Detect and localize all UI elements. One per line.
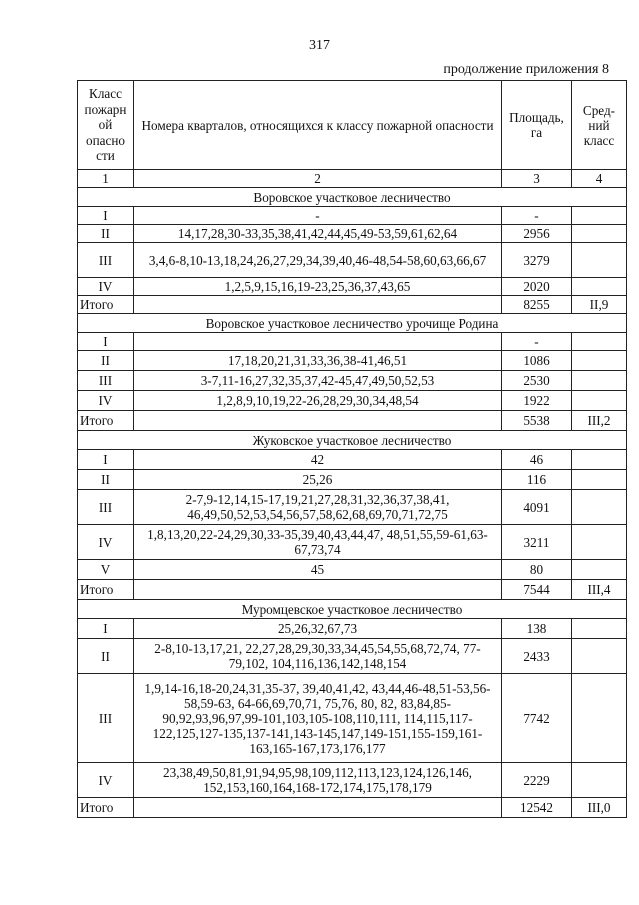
area-cell: 1086 xyxy=(502,351,572,371)
area-cell: 1922 xyxy=(502,391,572,411)
table-row xyxy=(78,490,627,525)
avg-class-cell xyxy=(572,225,627,243)
total-empty-cell xyxy=(134,411,502,431)
quarters-cell: 3,4,6-8,10-13,18,24,26,27,29,34,39,40,46-48,54-58,60,63,66,67 xyxy=(134,243,502,278)
area-cell: 80 xyxy=(502,560,572,580)
total-area: 12542 xyxy=(502,798,572,818)
header-class-line: Класс xyxy=(89,86,122,102)
class-cell: IV xyxy=(78,391,134,411)
quarters-cell: 23,38,49,50,81,91,94,95,98,109,112,113,123,124,126,146, 152,153,160,164,168-172,174,175,178,179 xyxy=(134,763,502,798)
area-cell: 138 xyxy=(502,619,572,639)
total-label: Итого xyxy=(78,798,134,818)
avg-class-cell xyxy=(572,278,627,296)
column-number: 2 xyxy=(134,170,502,188)
quarters-cell: 25,26 xyxy=(134,470,502,490)
section-title: Жуковское участковое лесничество xyxy=(78,431,627,450)
total-label: Итого xyxy=(78,411,134,431)
area-cell: - xyxy=(502,207,572,225)
area-cell: 2433 xyxy=(502,639,572,674)
section-title: Воровское участковое лесничество урочище Родина xyxy=(78,314,627,333)
avg-class-cell xyxy=(572,391,627,411)
quarters-cell xyxy=(134,333,502,351)
avg-class-cell xyxy=(572,450,627,470)
quarters-cell: 25,26,32,67,73 xyxy=(134,619,502,639)
avg-class-cell xyxy=(572,371,627,391)
class-cell: IV xyxy=(78,278,134,296)
class-cell: IV xyxy=(78,525,134,560)
class-cell: I xyxy=(78,333,134,351)
column-number: 3 xyxy=(502,170,572,188)
avg-class-cell xyxy=(572,207,627,225)
class-cell: III xyxy=(78,371,134,391)
total-area: 8255 xyxy=(502,296,572,314)
quarters-cell: 17,18,20,21,31,33,36,38-41,46,51 xyxy=(134,351,502,371)
quarters-cell: 1,9,14-16,18-20,24,31,35-37, 39,40,41,42, 43,44,46-48,51-53,56-58,59-63, 64-66,69,70,71, 75,76, 80, 82, 83,84,85-90,92,93,96,97,99-101,103,105-108,110,111, 114,115,117-122,125,127-135,137-141,143-145,147,149-151,155-159,161-163,165-167,173,176,177 xyxy=(134,674,502,763)
area-cell: 2020 xyxy=(502,278,572,296)
avg-class-cell xyxy=(572,243,627,278)
table-row xyxy=(78,243,627,278)
class-cell: I xyxy=(78,450,134,470)
area-cell: 3279 xyxy=(502,243,572,278)
page-number: 317 xyxy=(309,38,330,53)
avg-class-cell xyxy=(572,351,627,371)
total-avg-class: II,9 xyxy=(572,296,627,314)
total-row xyxy=(78,798,627,818)
table-row xyxy=(78,391,627,411)
quarters-cell: 45 xyxy=(134,560,502,580)
avg-class-cell xyxy=(572,763,627,798)
area-cell: 116 xyxy=(502,470,572,490)
avg-class-cell xyxy=(572,619,627,639)
table-row xyxy=(78,674,627,763)
table-row xyxy=(78,278,627,296)
quarters-cell: - xyxy=(134,207,502,225)
table-row xyxy=(78,763,627,798)
area-cell: 7742 xyxy=(502,674,572,763)
section-header-row xyxy=(78,314,627,333)
section-header-row xyxy=(78,600,627,619)
total-empty-cell xyxy=(134,798,502,818)
total-label: Итого xyxy=(78,580,134,600)
total-empty-cell xyxy=(134,580,502,600)
header-class xyxy=(78,81,134,170)
class-cell: II xyxy=(78,470,134,490)
continuation-caption: продолжение приложения 8 xyxy=(443,62,609,77)
class-cell: V xyxy=(78,560,134,580)
area-cell: 3211 xyxy=(502,525,572,560)
table-row xyxy=(78,560,627,580)
section-title: Воровское участковое лесничество xyxy=(78,188,627,207)
avg-class-cell xyxy=(572,525,627,560)
quarters-cell: 2-7,9-12,14,15-17,19,21,27,28,31,32,36,37,38,41, 46,49,50,52,53,54,56,57,58,62,68,69,70,71,72,75 xyxy=(134,490,502,525)
quarters-cell: 3-7,11-16,27,32,35,37,42-45,47,49,50,52,53 xyxy=(134,371,502,391)
quarters-cell: 14,17,28,30-33,35,38,41,42,44,45,49-53,59,61,62,64 xyxy=(134,225,502,243)
avg-class-cell xyxy=(572,560,627,580)
total-avg-class: III,0 xyxy=(572,798,627,818)
avg-class-cell xyxy=(572,490,627,525)
table-row xyxy=(78,333,627,351)
total-row xyxy=(78,296,627,314)
table-row xyxy=(78,371,627,391)
total-label: Итого xyxy=(78,296,134,314)
section-title: Муромцевское участковое лесничество xyxy=(78,600,627,619)
area-cell: - xyxy=(502,333,572,351)
total-avg-class: III,4 xyxy=(572,580,627,600)
header-row xyxy=(78,81,627,170)
area-cell: 46 xyxy=(502,450,572,470)
total-row xyxy=(78,411,627,431)
table-row xyxy=(78,619,627,639)
total-area: 5538 xyxy=(502,411,572,431)
class-cell: I xyxy=(78,619,134,639)
section-header-row xyxy=(78,431,627,450)
avg-class-cell xyxy=(572,674,627,763)
table-row xyxy=(78,470,627,490)
quarters-cell: 1,2,8,9,10,19,22-26,28,29,30,34,48,54 xyxy=(134,391,502,411)
header-quarters: Номера кварталов, относящихся к классу пожарной опасности xyxy=(134,81,502,170)
class-cell: IV xyxy=(78,763,134,798)
quarters-cell: 1,8,13,20,22-24,29,30,33-35,39,40,43,44,47, 48,51,55,59-61,63-67,73,74 xyxy=(134,525,502,560)
total-empty-cell xyxy=(134,296,502,314)
avg-class-cell xyxy=(572,333,627,351)
class-cell: II xyxy=(78,639,134,674)
header-class-line: сти xyxy=(96,148,115,164)
table-row xyxy=(78,207,627,225)
fire-danger-table xyxy=(77,80,627,818)
avg-class-cell xyxy=(572,639,627,674)
area-cell: 2530 xyxy=(502,371,572,391)
quarters-cell: 42 xyxy=(134,450,502,470)
area-cell: 4091 xyxy=(502,490,572,525)
table-row xyxy=(78,225,627,243)
class-cell: III xyxy=(78,674,134,763)
table-row xyxy=(78,525,627,560)
header-class-line: ой xyxy=(98,117,113,133)
class-cell: II xyxy=(78,225,134,243)
area-cell: 2229 xyxy=(502,763,572,798)
header-class-line: пожарн xyxy=(84,101,127,117)
column-number: 1 xyxy=(78,170,134,188)
class-cell: III xyxy=(78,243,134,278)
quarters-cell: 2-8,10-13,17,21, 22,27,28,29,30,33,34,45,54,55,68,72,74, 77-79,102, 104,116,136,142,148,154 xyxy=(134,639,502,674)
column-number-row xyxy=(78,170,627,188)
header-avg-class: Сред-ний класс xyxy=(572,81,627,170)
table-row xyxy=(78,450,627,470)
total-area: 7544 xyxy=(502,580,572,600)
class-cell: III xyxy=(78,490,134,525)
table-row xyxy=(78,351,627,371)
class-cell: II xyxy=(78,351,134,371)
section-header-row xyxy=(78,188,627,207)
class-cell: I xyxy=(78,207,134,225)
quarters-cell: 1,2,5,9,15,16,19-23,25,36,37,43,65 xyxy=(134,278,502,296)
area-cell: 2956 xyxy=(502,225,572,243)
total-row xyxy=(78,580,627,600)
total-avg-class: III,2 xyxy=(572,411,627,431)
header-class-line: опасно xyxy=(85,132,125,148)
column-number: 4 xyxy=(572,170,627,188)
header-area: Площадь, га xyxy=(502,81,572,170)
avg-class-cell xyxy=(572,470,627,490)
table-row xyxy=(78,639,627,674)
